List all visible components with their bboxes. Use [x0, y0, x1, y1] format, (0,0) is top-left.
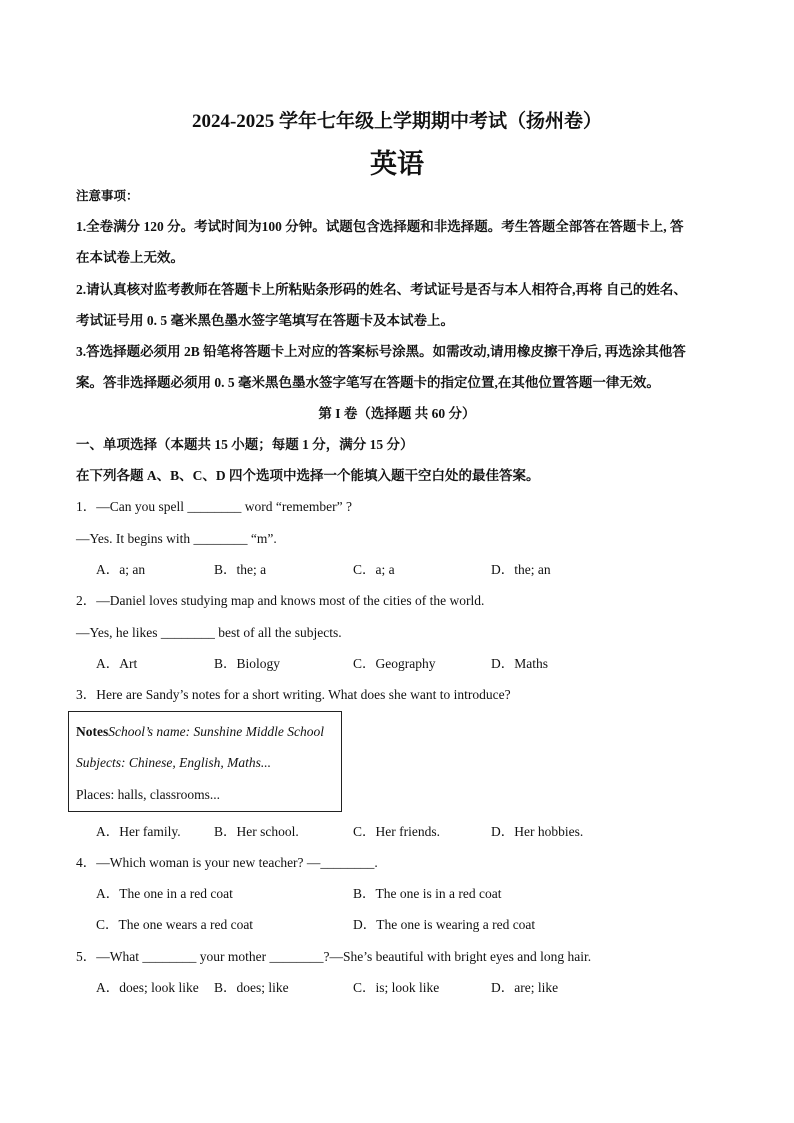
question-2-option-b: B．Biology: [214, 656, 281, 671]
notice-item-3-cont: 案。答非选择题必须用 0. 5 毫米黑色墨水签字笔写在答题卡的指定位置,在其他位置答题一律无效。: [76, 375, 660, 390]
section-heading: 一、单项选择（本题共 15 小题；每题 1 分，满分 15 分）: [76, 437, 414, 452]
question-1-option-a: A．a; an: [96, 562, 146, 577]
question-1-option-b: B．the; a: [214, 562, 267, 577]
question-3-option-c: C．Her friends.: [353, 824, 440, 839]
notice-item-2: 2.请认真核对监考教师在答题卡上所粘贴条形码的姓名、考试证号是否与本人相符合,再将 自己的姓名、: [76, 282, 687, 297]
question-2-option-a: A．Art: [96, 656, 138, 671]
question-1-option-d: D．the; an: [491, 562, 551, 577]
subject-title: 英语: [370, 149, 424, 180]
question-4-option-a: A．The one in a red coat: [96, 886, 233, 901]
question-4-option-d: D．The one is wearing a red coat: [353, 917, 536, 932]
notes-label: Notes: [76, 724, 109, 739]
notes-line-2: Subjects: Chinese, English, Maths...: [76, 755, 271, 770]
question-4-stem: 4．—Which woman is your new teacher? —________.: [76, 855, 378, 870]
exam-title: 2024-2025 学年七年级上学期期中考试（扬州卷）: [191, 111, 603, 132]
question-1-stem: 1．—Can you spell ________ word “remember” ?: [76, 499, 352, 514]
notice-item-1-cont: 在本试卷上无效。: [76, 250, 184, 265]
question-3-option-d: D．Her hobbies.: [491, 824, 584, 839]
notice-item-2-cont: 考试证号用 0. 5 毫米黑色墨水签字笔填写在答题卡及本试卷上。: [76, 313, 454, 328]
notes-school-name: School’s name: Sunshine Middle School: [108, 724, 324, 739]
question-3-stem: 3．Here are Sandy’s notes for a short writing. What does she want to introduce?: [76, 687, 511, 702]
question-2-reply: —Yes, he likes ________ best of all the subjects.: [76, 625, 342, 640]
question-5-option-c: C．is; look like: [353, 980, 440, 995]
part-heading: 第 I 卷（选择题 共 60 分）: [318, 406, 476, 421]
notes-line-1: [76, 724, 324, 740]
question-3-option-b: B．Her school.: [214, 824, 299, 839]
question-3-option-a: A．Her family.: [96, 824, 181, 839]
question-2-stem: 2．—Daniel loves studying map and knows most of the cities of the world.: [76, 593, 485, 608]
section-instruction: 在下列各题 A、B、C、D 四个选项中选择一个能填入题干空白处的最佳答案。: [76, 468, 540, 483]
question-5-stem: 5．—What ________ your mother ________?—She’s beautiful with bright eyes and long hair.: [76, 949, 592, 964]
notice-item-3: 3.答选择题必须用 2B 铅笔将答题卡上对应的答案标号涂黑。如需改动,请用橡皮擦干净后, 再选涂其他答: [76, 344, 686, 359]
question-2-option-c: C．Geography: [353, 656, 436, 671]
question-5-option-d: D．are; like: [491, 980, 559, 995]
notice-item-1: 1.全卷满分 120 分。考试时间为100 分钟。试题包含选择题和非选择题。考生答题全部答在答题卡上, 答: [76, 219, 684, 234]
question-4-option-b: B．The one is in a red coat: [353, 886, 502, 901]
notice-heading: 注意事项：: [76, 189, 139, 203]
question-1-option-c: C．a; a: [353, 562, 395, 577]
question-2-option-d: D．Maths: [491, 656, 548, 671]
question-1-reply: —Yes. It begins with ________ “m”.: [76, 531, 277, 546]
question-5-option-b: B．does; like: [214, 980, 289, 995]
notes-line-3: Places: halls, classrooms...: [76, 787, 220, 802]
question-4-option-c: C．The one wears a red coat: [96, 917, 254, 932]
question-5-option-a: A．does; look like: [96, 980, 199, 995]
